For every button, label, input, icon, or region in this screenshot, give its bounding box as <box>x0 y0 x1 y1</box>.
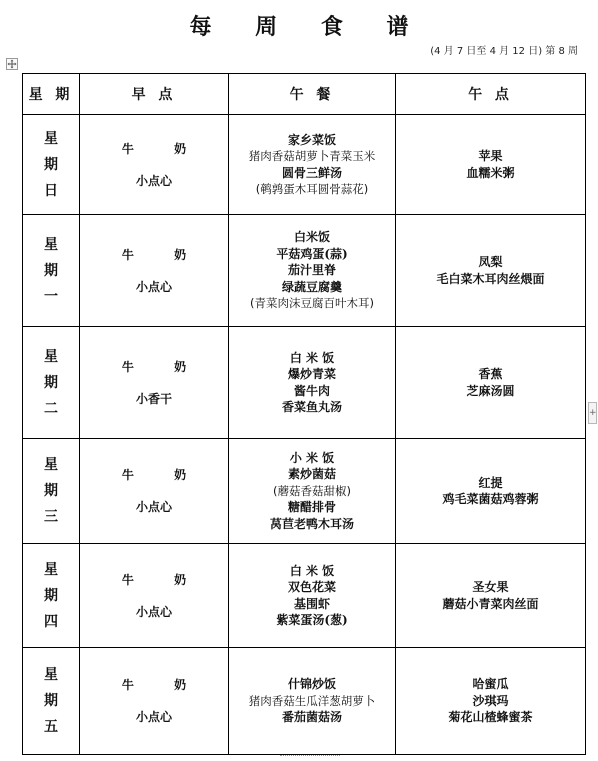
table-row <box>23 439 586 544</box>
snack-item: 香蕉 <box>478 367 503 381</box>
breakfast-cell <box>80 215 229 327</box>
lunch-item: 爆炒青菜 <box>287 367 336 381</box>
lunch-item: 猪肉香菇生瓜洋葱胡萝卜 <box>248 693 376 708</box>
breakfast-item: 小香干 <box>135 391 172 406</box>
breakfast-item: 小点心 <box>135 500 172 514</box>
table-header-row <box>23 74 586 115</box>
table-row <box>23 115 586 215</box>
lunch-item: 香菜鱼丸汤 <box>281 400 342 414</box>
snack-item: 凤梨 <box>478 255 503 269</box>
column-header-snack: 午 点 <box>396 74 586 115</box>
snack-item: 沙琪玛 <box>472 693 509 708</box>
lunch-item: 莴苣老鸭木耳汤 <box>269 516 354 531</box>
day-cell: 星 期 三 <box>23 439 80 544</box>
lunch-item: 平菇鸡蛋(蒜) <box>276 246 348 261</box>
table-row <box>23 327 586 439</box>
breakfast-item: 牛 奶 <box>121 141 205 156</box>
snack-item: 红提 <box>478 475 503 490</box>
lunch-item: 糖醋排骨 <box>287 500 336 515</box>
breakfast-cell <box>80 544 229 648</box>
column-header-breakfast: 早 点 <box>80 74 229 115</box>
snack-item: 血糯米粥 <box>466 165 515 180</box>
lunch-item: 猪肉香菇胡萝卜青菜玉米 <box>248 149 376 163</box>
breakfast-item: 小点心 <box>135 604 172 619</box>
lunch-item: 白 米 饭 <box>289 350 335 365</box>
add-column-button[interactable]: + <box>588 402 597 424</box>
snack-cell <box>396 327 586 439</box>
weekly-menu-table <box>22 73 586 755</box>
lunch-item: 双色花菜 <box>287 580 336 594</box>
snack-item: 菊花山楂蜂蜜茶 <box>448 710 533 725</box>
snack-item: 苹果 <box>478 149 503 163</box>
table-row <box>23 648 586 755</box>
breakfast-item: 小点心 <box>135 710 172 724</box>
breakfast-item: 牛 奶 <box>121 678 205 692</box>
table-row <box>23 215 586 327</box>
lunch-item: (蘑菇香菇甜椒) <box>273 483 351 498</box>
snack-item: 鸡毛菜菌菇鸡蓉粥 <box>442 492 539 506</box>
column-header-day: 星 期 <box>23 74 80 115</box>
day-cell: 星 期 四 <box>23 544 80 648</box>
lunch-item: 基围虾 <box>293 596 330 611</box>
lunch-cell <box>229 439 396 544</box>
lunch-item: (鹌鹑蛋木耳圆骨蒜花) <box>255 182 369 196</box>
lunch-cell <box>229 544 396 648</box>
snack-item: 哈蜜瓜 <box>472 677 509 692</box>
lunch-item: 白 米 饭 <box>289 563 335 578</box>
lunch-item: 绿蔬豆腐羹 <box>281 279 342 294</box>
breakfast-item: 牛 奶 <box>121 359 205 374</box>
lunch-item: 番茄菌菇汤 <box>281 710 342 725</box>
snack-cell <box>396 115 586 215</box>
lunch-item: (青菜肉沫豆腐百叶木耳) <box>250 296 374 311</box>
breakfast-item: 牛 奶 <box>121 468 205 482</box>
breakfast-cell <box>80 439 229 544</box>
page-title: 每 周 食 谱 <box>189 14 427 40</box>
snack-item: 芝麻汤圆 <box>466 383 515 398</box>
lunch-item: 茄汁里脊 <box>287 263 336 278</box>
table-row <box>23 544 586 648</box>
table-move-handle[interactable] <box>6 58 18 70</box>
lunch-item: 什锦炒饭 <box>287 677 336 692</box>
snack-cell <box>396 648 586 755</box>
lunch-cell <box>229 115 396 215</box>
lunch-item: 小 米 饭 <box>289 450 335 465</box>
lunch-item: 圆骨三鲜汤 <box>281 165 342 180</box>
day-cell: 星 期 日 <box>23 115 80 215</box>
snack-item: 蘑菇小青菜肉丝面 <box>442 596 539 611</box>
day-cell: 星 期 二 <box>23 327 80 439</box>
lunch-cell <box>229 327 396 439</box>
snack-item: 圣女果 <box>472 580 509 594</box>
lunch-item: 家乡菜饭 <box>287 132 336 147</box>
breakfast-item: 牛 奶 <box>121 572 205 587</box>
lunch-cell <box>229 215 396 327</box>
breakfast-item: 小点心 <box>135 279 172 294</box>
day-cell: 星 期 五 <box>23 648 80 755</box>
day-cell: 星 期 一 <box>23 215 80 327</box>
lunch-cell <box>229 648 396 755</box>
breakfast-cell <box>80 327 229 439</box>
page-bottom-divider <box>280 755 340 760</box>
breakfast-item: 小点心 <box>135 173 172 188</box>
column-header-lunch: 午 餐 <box>229 74 396 115</box>
breakfast-cell <box>80 115 229 215</box>
snack-cell <box>396 544 586 648</box>
lunch-item: 紫菜蛋汤(葱) <box>276 613 348 627</box>
lunch-item: 白米饭 <box>293 230 330 245</box>
snack-cell <box>396 439 586 544</box>
snack-item: 毛白菜木耳肉丝煨面 <box>436 271 545 286</box>
date-range-subtitle: (4 月 7 日至 4 月 12 日) 第 8 周 <box>430 46 578 57</box>
move-arrows-icon <box>7 59 17 69</box>
lunch-item: 酱牛肉 <box>293 383 330 398</box>
breakfast-item: 牛 奶 <box>121 247 205 262</box>
snack-cell <box>396 215 586 327</box>
lunch-item: 素炒菌菇 <box>287 467 336 482</box>
breakfast-cell <box>80 648 229 755</box>
